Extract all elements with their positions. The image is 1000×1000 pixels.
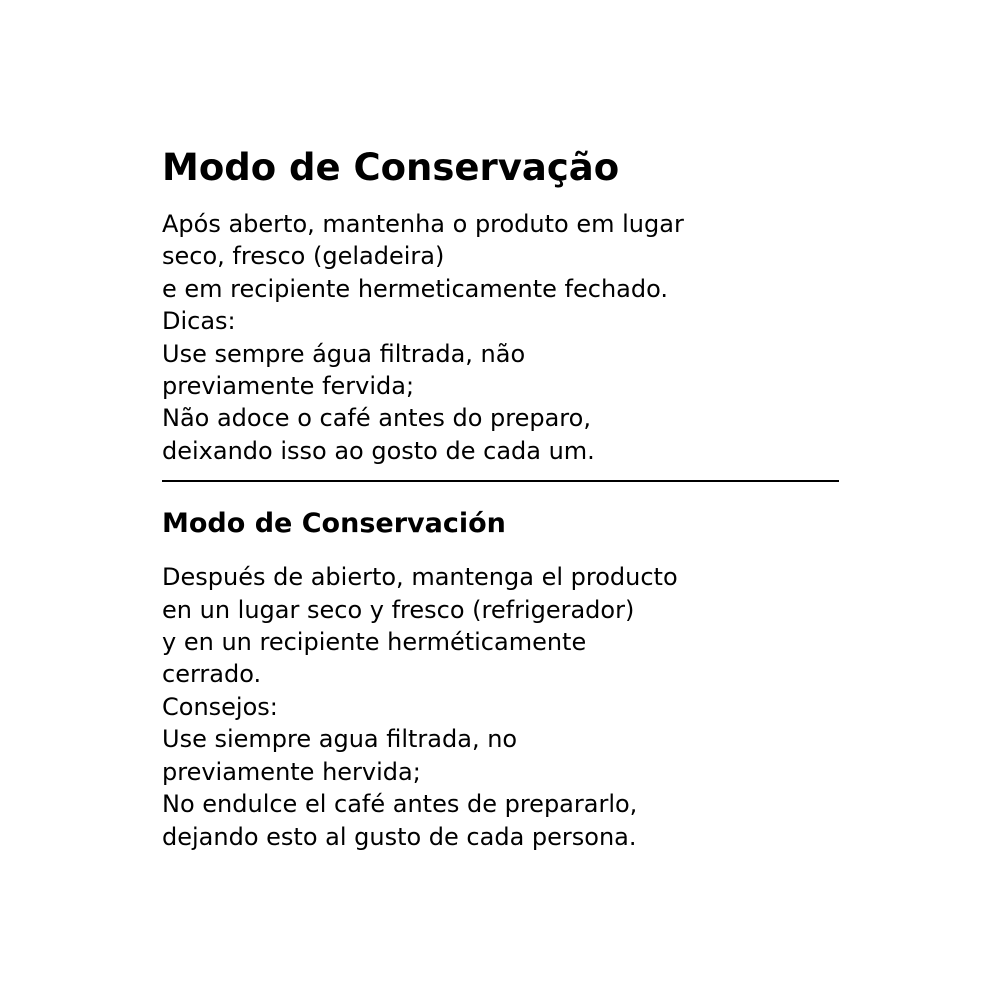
spanish-text-line: en un lugar seco y fresco (refrigerador) (162, 595, 635, 624)
portuguese-section-title: Modo de Conservação (162, 146, 620, 189)
portuguese-text-line: previamente fervida; (162, 372, 415, 401)
portuguese-text-line: Use sempre água filtrada, não (162, 339, 526, 368)
spanish-section-body (162, 561, 839, 853)
spanish-text-line: dejando esto al gusto de cada persona. (162, 822, 637, 851)
portuguese-text-line: Não adoce o café antes do preparo, (162, 404, 591, 433)
instructions-document (162, 140, 839, 853)
spanish-section-title: Modo de Conservación (162, 508, 506, 540)
section-divider-wrapper (162, 480, 839, 482)
spanish-text-line: previamente hervida; (162, 757, 421, 786)
spanish-text-line: Después de abierto, mantenga el producto (162, 563, 678, 592)
portuguese-text-line: deixando isso ao gosto de cada um. (162, 436, 595, 465)
spanish-text-line: No endulce el café antes de prepararlo, (162, 790, 638, 819)
portuguese-section-body (162, 208, 839, 467)
portuguese-text-line: e em recipiente hermeticamente fechado. (162, 274, 668, 303)
section-divider (162, 480, 839, 482)
portuguese-tips-heading: Dicas: (162, 307, 236, 336)
spanish-tips-heading: Consejos: (162, 692, 278, 721)
spanish-text-line: y en un recipiente herméticamente (162, 628, 587, 657)
portuguese-text-line: seco, fresco (geladeira) (162, 242, 445, 271)
portuguese-text-line: Após aberto, mantenha o produto em lugar (162, 210, 684, 238)
spanish-text-line: Use siempre agua filtrada, no (162, 725, 518, 754)
spanish-text-line: cerrado. (162, 660, 262, 689)
